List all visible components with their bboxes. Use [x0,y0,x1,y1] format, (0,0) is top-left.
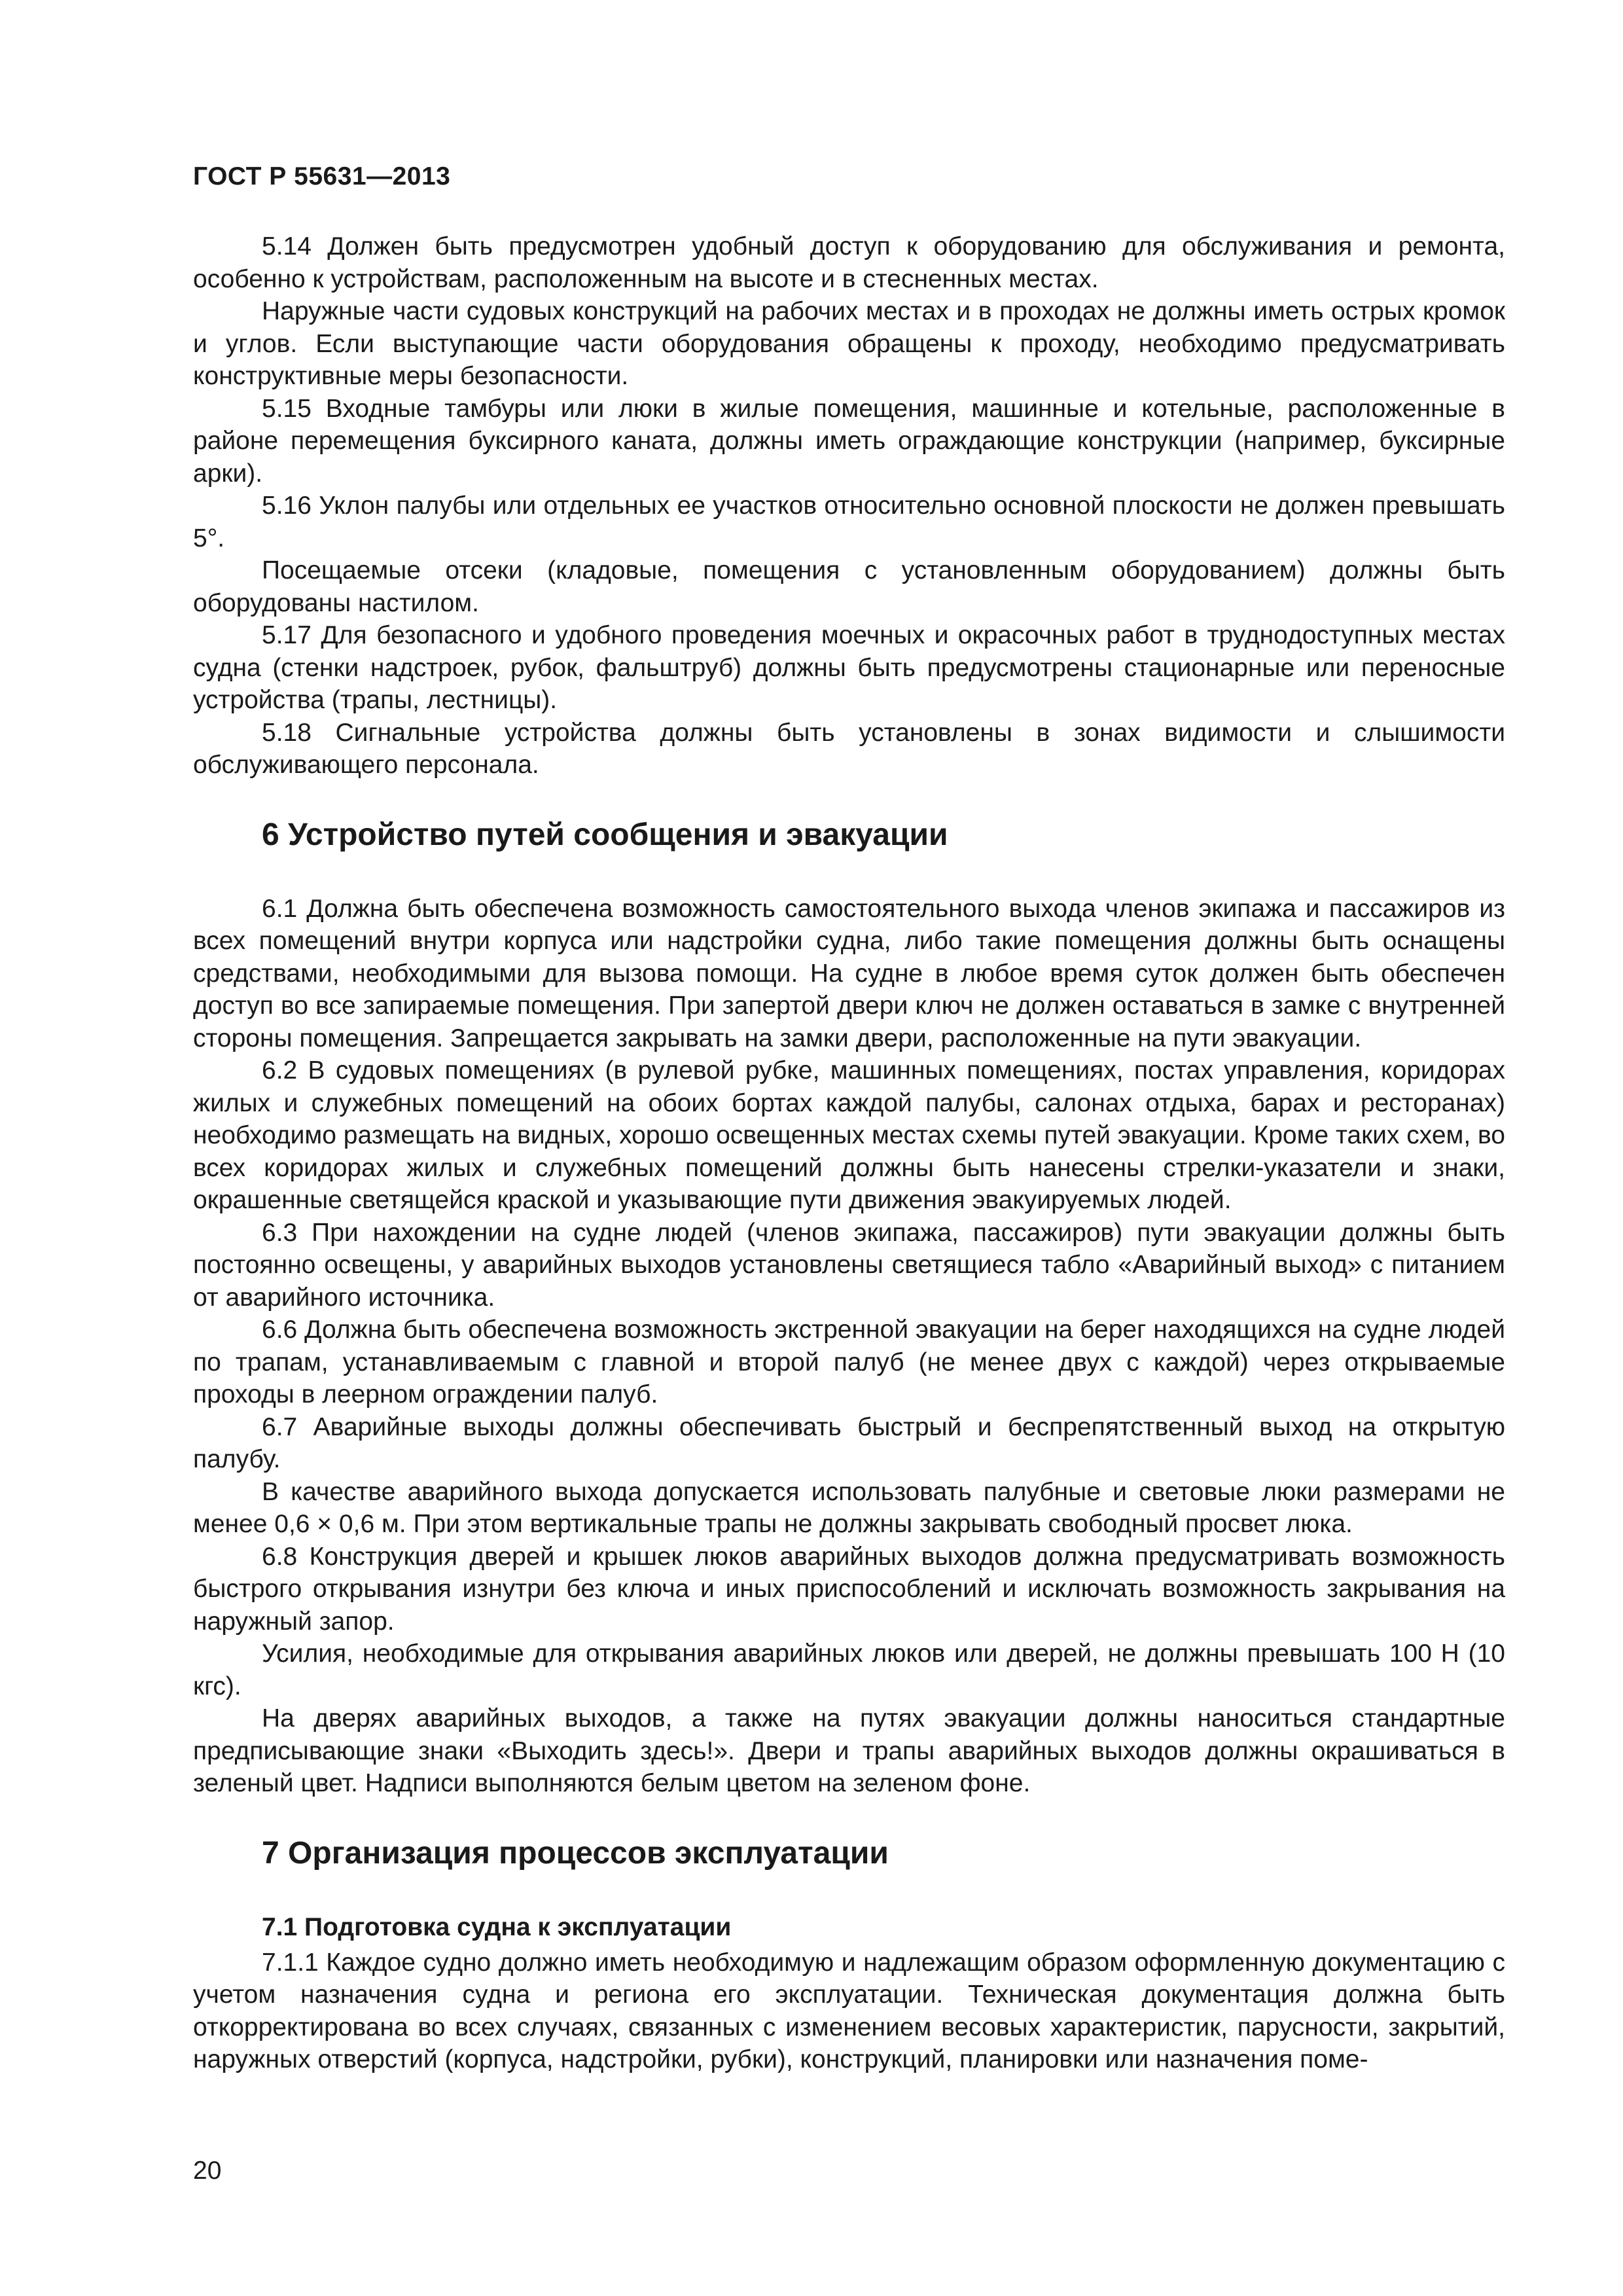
page-number: 20 [193,2157,222,2185]
paragraph-6-7-b: В качестве аварийного выхода допускается использовать палубные и световые люки размерами не менее 0,6 × 0,6 м. При этом вертикальные трапы не должны закрывать свободный просвет люка. [193,1477,1505,1538]
paragraph-5-15: 5.15 Входные тамбуры или люки в жилые помещения, машинные и котельные, расположенные в районе перемещения буксирного каната, должны иметь ограждающие конструкции (например, буксирные арки). [193,394,1505,488]
paragraph-5-14: 5.14 Должен быть предусмотрен удобный доступ к оборудованию для обслуживания и ремонта, особенно к устройствам, расположенным на высоте и в стесненных местах. [193,232,1505,293]
paragraph-5-14-b: Наружные части судовых конструкций на рабочих местах и в проходах не должны иметь острых кромок и углов. Если выступающие части оборудования обращены к проходу, необходимо предусматривать конструктивные меры безопасности. [193,297,1505,390]
section-6-heading: 6 Устройство путей сообщения и эвакуации [262,817,948,852]
paragraph-6-8-c: На дверях аварийных выходов, а также на путях эвакуации должны наноситься стандартные предписывающие знаки «Выходить здесь!». Двери и трапы аварийных выходов должны окрашиваться в зеленый цвет. Надписи выполняются белым цветом на зеленом фоне. [193,1704,1505,1797]
paragraph-5-17: 5.17 Для безопасного и удобного проведения моечных и окрасочных работ в труднодоступных местах судна (стенки надстроек, рубок, фальштруб) должны быть предусмотрены стационарные или переносные устройства (трапы, лестницы). [193,621,1505,714]
section-7-heading: 7 Организация процессов эксплуатации [262,1835,889,1871]
paragraph-6-8: 6.8 Конструкция дверей и крышек люков аварийных выходов должна предусматривать возможность быстрого открывания изнутри без ключа и иных приспособлений и исключать возможность закрывания на наружный запор. [193,1542,1505,1636]
subsection-7-1-heading: 7.1 Подготовка судна к эксплуатации [262,1912,732,1941]
paragraph-6-1: 6.1 Должна быть обеспечена возможность самостоятельного выхода членов экипажа и пассажиров из всех помещений внутри корпуса или надстройки судна, либо такие помещения должны быть оснащены средствами, необходимыми для вызова помощи. На судне в любое время суток должен быть обеспечен доступ во все запираемые помещения. При запертой двери ключ не должен оставаться в замке с внутренней стороны помещения. Запрещается закрывать на замки двери, расположенные на пути эвакуации. [193,894,1505,1052]
paragraph-5-16-b: Посещаемые отсеки (кладовые, помещения с установленным оборудованием) должны быть оборудованы настилом. [193,556,1505,617]
paragraph-5-16: 5.16 Уклон палубы или отдельных ее участков относительно основной плоскости не должен превышать 5°. [193,492,1505,552]
paragraph-6-8-b: Усилия, необходимые для открывания аварийных люков или дверей, не должны превышать 100 Н (10 кгс). [193,1640,1505,1700]
document-code-header: ГОСТ Р 55631—2013 [193,162,451,190]
paragraph-6-3: 6.3 При нахождении на судне людей (членов экипажа, пассажиров) пути эвакуации должны быть постоянно освещены, у аварийных выходов установлены светящиеся табло «Аварийный выход» с питанием от аварийного источника. [193,1218,1505,1312]
page-content [193,230,1505,2076]
paragraph-5-18: 5.18 Сигнальные устройства должны быть установлены в зонах видимости и слышимости обслуживающего персонала. [193,718,1505,779]
paragraph-6-7: 6.7 Аварийные выходы должны обеспечивать быстрый и беспрепятственный выход на открытую палубу. [193,1412,1505,1473]
paragraph-6-2: 6.2 В судовых помещениях (в рулевой рубке, машинных помещениях, постах управления, коридорах жилых и служебных помещений на обоих бортах каждой палубы, салонах отдыха, барах и ресторанах) необходимо размещать на видных, хорошо освещенных местах схемы путей эвакуации. Кроме таких схем, во всех коридорах жилых и служебных помещений должны быть нанесены стрелки-указатели и знаки, окрашенные светящейся краской и указывающие пути движения эвакуируемых людей. [193,1056,1505,1214]
paragraph-7-1-1: 7.1.1 Каждое судно должно иметь необходимую и надлежащим образом оформленную документацию с учетом назначения судна и региона его эксплуатации. Техническая документация должна быть откорректирована во всех случаях, связанных с изменением весовых характеристик, парусности, закрытий, наружных отверстий (корпуса, надстройки, рубки), конструкций, планировки или назначения поме- [193,1948,1505,2073]
paragraph-6-6: 6.6 Должна быть обеспечена возможность экстренной эвакуации на берег находящихся на судне людей по трапам, устанавливаемым с главной и второй палуб (не менее двух с каждой) через открываемые проходы в леерном ограждении палуб. [193,1316,1505,1408]
